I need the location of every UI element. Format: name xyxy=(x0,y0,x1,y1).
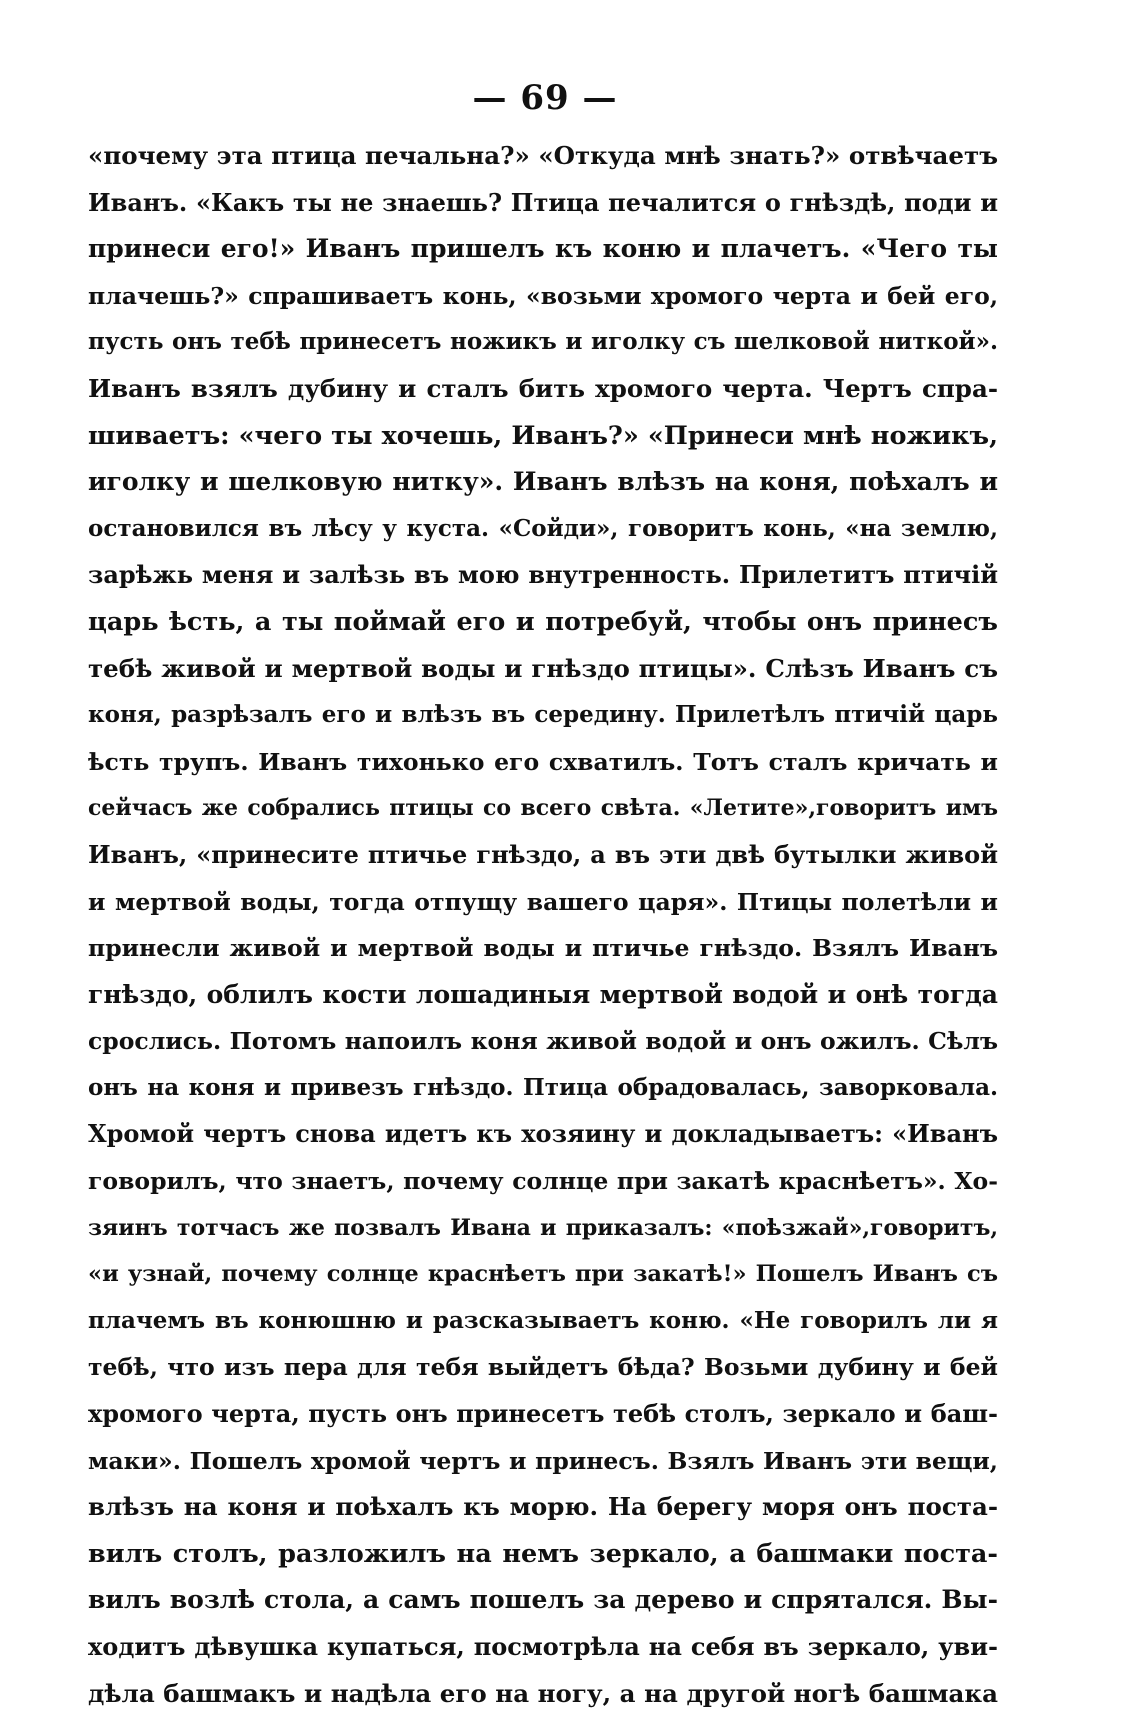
text-line: онъ на коня и привезъ гнѣздо. Птица обрадовалась, заворковала. xyxy=(88,1073,998,1101)
text-line: плачешь?» спрашиваетъ конь, «возьми хромого черта и бей его, xyxy=(88,281,998,310)
text-line: царь ѣсть, а ты поймай его и потребуй, чтобы онъ принесъ xyxy=(88,606,998,637)
text-line: Иванъ, «принесите птичье гнѣздо, а въ эти двѣ бутылки живой xyxy=(88,839,998,869)
text-line: и мертвой воды, тогда отпущу вашего царя». Птицы полетѣли и xyxy=(88,887,998,916)
text-line: шиваетъ: «чего ты хочешь, Иванъ?» «Принеси мнѣ ножикъ, xyxy=(88,420,998,451)
text-line: ѣсть трупъ. Иванъ тихонько его схватилъ. Тотъ сталъ кричать и xyxy=(88,747,998,776)
text-line: остановился въ лѣсу у куста. «Сойди», говоритъ конь, «на землю, xyxy=(88,514,998,542)
text-line: зяинъ тотчасъ же позвалъ Ивана и приказалъ: «поѣзжай»,говоритъ, xyxy=(88,1214,998,1241)
text-line: вилъ столъ, разложилъ на немъ зеркало, а башмаки поста- xyxy=(88,1538,998,1569)
text-line: сейчасъ же собрались птицы со всего свѣта. «Летите»,говоритъ имъ xyxy=(88,795,998,822)
page-number: — 69 — xyxy=(472,78,618,118)
text-line: «почему эта птица печальна?» «Откуда мнѣ знать?» отвѣчаетъ xyxy=(88,141,998,170)
text-line: Иванъ взялъ дубину и сталъ бить хромого черта. Чертъ спра- xyxy=(88,373,998,403)
text-line: гнѣздо, облилъ кости лошадиныя мертвой водой и онѣ тогда xyxy=(88,979,998,1009)
text-line: маки». Пошелъ хромой чертъ и принесъ. Взялъ Иванъ эти вещи, xyxy=(88,1446,998,1475)
text-line: Иванъ. «Какъ ты не знаешь? Птица печалится о гнѣздѣ, поди и xyxy=(88,187,998,217)
text-line: принеси его!» Иванъ пришелъ къ коню и плачетъ. «Чего ты xyxy=(88,234,998,264)
text-line: «и узнай, почему солнце краснѣетъ при закатѣ!» Пошелъ Иванъ съ xyxy=(88,1261,998,1288)
text-line: тебѣ живой и мертвой воды и гнѣздо птицы». Слѣзъ Иванъ съ xyxy=(88,653,998,683)
text-line: иголку и шелковую нитку». Иванъ влѣзъ на коня, поѣхалъ и xyxy=(88,467,998,497)
text-line: тебѣ, что изъ пера для тебя выйдетъ бѣда? Возьми дубину и бей xyxy=(88,1353,998,1382)
text-line: пусть онъ тебѣ принесетъ ножикъ и иголку съ шелковой ниткой». xyxy=(88,328,998,356)
text-line: ходитъ дѣвушка купаться, посмотрѣла на себя въ зеркало, уви- xyxy=(88,1632,998,1661)
body-text xyxy=(88,133,998,1717)
text-line: зарѣжь меня и залѣзь въ мою внутренность. Прилетитъ птичій xyxy=(88,560,998,590)
text-line: коня, разрѣзалъ его и влѣзъ въ середину. Прилетѣлъ птичій царь xyxy=(88,701,998,729)
text-line: говорилъ, что знаетъ, почему солнце при закатѣ краснѣетъ». Хо- xyxy=(88,1167,998,1196)
text-line: срослись. Потомъ напоилъ коня живой водой и онъ ожилъ. Сѣлъ xyxy=(88,1027,998,1056)
text-line: дѣла башмакъ и надѣла его на ногу, а на другой ногѣ башмака xyxy=(88,1678,998,1708)
text-line: плачемъ въ конюшню и разсказываетъ коню. «Не говорилъ ли я xyxy=(88,1306,998,1334)
text-line: Хромой чертъ снова идетъ къ хозяину и докладываетъ: «Иванъ xyxy=(88,1119,998,1149)
text-line: хромого черта, пусть онъ принесетъ тебѣ столъ, зеркало и баш- xyxy=(88,1399,998,1429)
text-line: принесли живой и мертвой воды и птичье гнѣздо. Взялъ Иванъ xyxy=(88,934,998,963)
text-line: вилъ возлѣ стола, а самъ пошелъ за дерево и спрятался. Вы- xyxy=(88,1585,998,1615)
text-line: влѣзъ на коня и поѣхалъ къ морю. На берегу моря онъ поста- xyxy=(88,1492,998,1522)
